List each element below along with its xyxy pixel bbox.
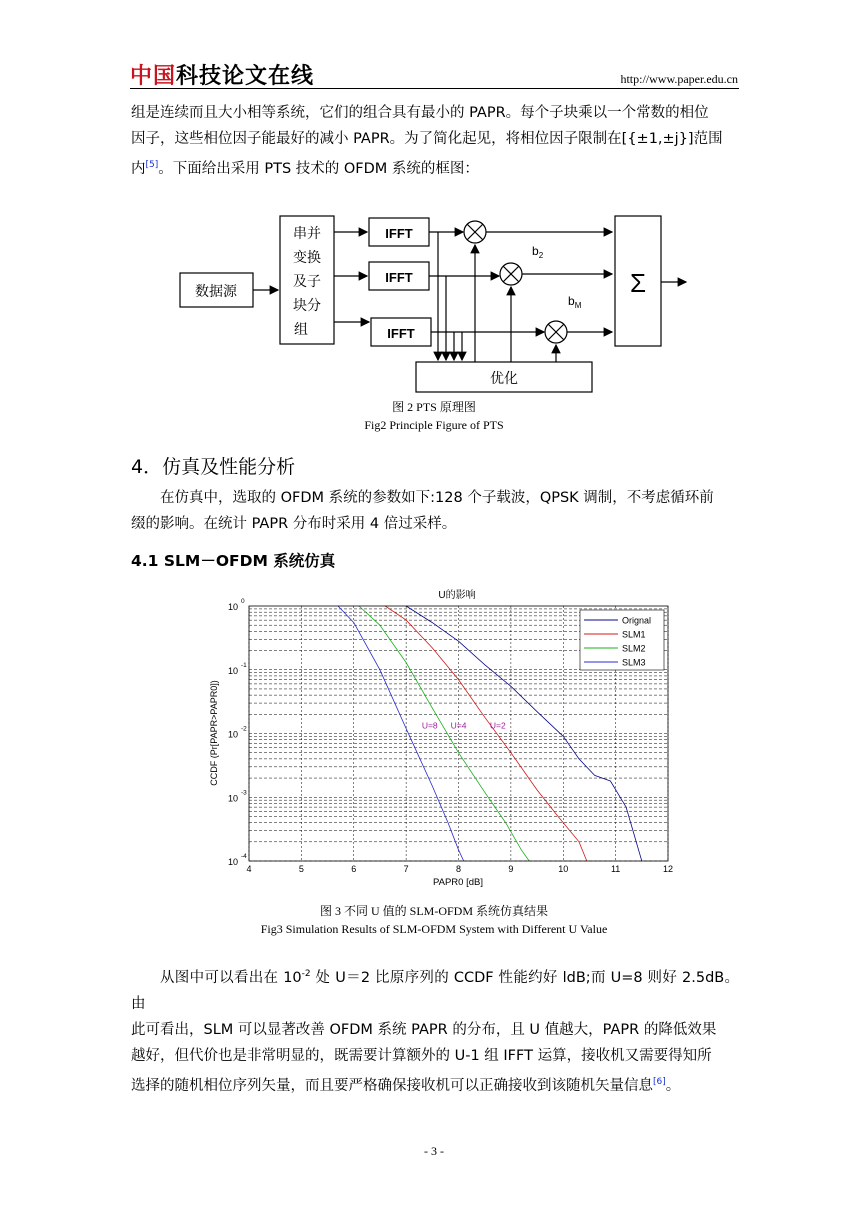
section-4-line-1: 在仿真中，选取的 OFDM 系统的参数如下:128 个子载波，QPSK 调制，不考虑循环前 — [160, 490, 714, 506]
y-tick-label: 10 — [227, 665, 239, 676]
x-axis-label: PAPR0 [dB] — [433, 877, 483, 888]
conclusion-line-1: 从图中可以看出在 $10^{-2}$ 处 U＝2 比原序列的 CCDF 性能约好 ldB;而 U=8 则好 2.5dB。由 — [131, 969, 740, 1012]
sp-label-5: 组 — [294, 321, 308, 337]
legend-label: Orignal — [622, 615, 652, 626]
fig3-caption-en: Fig3 Simulation Results of SLM-OFDM System with Different U Value — [260, 922, 608, 936]
y-tick-label: 10 — [227, 729, 239, 740]
conclusion-line-2: 此可看出，SLM 可以显著改善 OFDM 系统 PAPR 的分布，且 U 值越大，PAPR 的降低效果 — [131, 1021, 717, 1038]
intro-line-1: 组是连续而且大小相等系统，它们的组合具有最小的 PAPR。每个子块乘以一个常数的相位 — [131, 105, 709, 121]
fig3-caption-cn: 图 3 不同 U 值的 SLM-OFDM 系统仿真结果 — [319, 904, 548, 918]
reference-5[interactable]: [5] — [145, 160, 159, 170]
intro-paragraph — [131, 100, 739, 182]
sp-label-1: 串并 — [293, 225, 321, 241]
header-rule — [130, 88, 739, 89]
x-tick-label: 5 — [298, 864, 304, 874]
y-tick-label: 10 — [227, 602, 239, 612]
multiplier-2 — [500, 263, 522, 285]
pts-block-diagram — [170, 208, 700, 398]
data-source-label: 数据源 — [195, 283, 237, 299]
y-tick-exponent: -2 — [241, 725, 247, 733]
optimize-label: 优化 — [490, 370, 518, 386]
legend-label: SLM2 — [622, 643, 646, 654]
annotation-label: U=2 — [489, 720, 506, 731]
sigma-symbol: Σ — [629, 268, 647, 298]
y-axis-label: CCDF (Pr[PAPR>PAPR0]) — [209, 680, 219, 786]
intro-line-3: 内[5]。下面给出采用 PTS 技术的 OFDM 系统的框图： — [131, 160, 479, 177]
conclusion-paragraph — [131, 961, 739, 1099]
ifft-label-1: IFFT — [385, 226, 413, 241]
y-tick-label: 10 — [227, 793, 239, 804]
fig2-caption-cn: 图 2 PTS 原理图 — [392, 400, 476, 414]
x-tick-label: 7 — [403, 864, 409, 874]
sp-label-3: 及子 — [293, 273, 321, 289]
header-url[interactable]: http://www.paper.edu.cn — [620, 72, 738, 86]
site-logo: 中国科技论文在线 — [130, 64, 315, 89]
ifft-label-2: IFFT — [385, 270, 413, 285]
legend-label: SLM1 — [622, 629, 646, 640]
y-tick-exponent: -3 — [241, 789, 247, 797]
x-tick-label: 4 — [246, 864, 252, 874]
x-tick-label: 11 — [610, 864, 621, 874]
b2-label: $b_2$ — [532, 244, 544, 260]
legend-label: SLM3 — [622, 657, 646, 668]
ccdf-chart — [200, 582, 685, 892]
y-tick-exponent: 0 — [241, 598, 245, 605]
x-tick-label: 8 — [455, 864, 462, 874]
reference-6[interactable]: [6] — [653, 1076, 666, 1087]
y-tick-exponent: -4 — [241, 853, 247, 860]
fig2-caption-en: Fig2 Principle Figure of PTS — [364, 418, 504, 432]
multiplier-3 — [545, 321, 567, 343]
ifft-label-3: IFFT — [387, 326, 415, 341]
intro-line-2: 因子，这些相位因子能最好的减小 PAPR。为了简化起见，将相位因子限制在[{±1,±j}]范围 — [131, 131, 723, 147]
bM-label: $b_M$ — [568, 294, 582, 310]
section-4-1-title: 4.1 SLM－OFDM 系统仿真 — [131, 552, 336, 570]
conclusion-line-3: 越好，但代价也是非常明显的，既需要计算额外的 U-1 组 IFFT 运算，接收机又需要得知所 — [131, 1047, 712, 1064]
sp-label-2: 变换 — [293, 249, 321, 265]
y-tick-label: 10 — [227, 857, 239, 867]
x-tick-label: 10 — [558, 864, 569, 874]
annotation-label: U=4 — [450, 720, 467, 731]
y-tick-exponent: -1 — [241, 661, 247, 669]
section-4-title: 4．仿真及性能分析 — [131, 456, 296, 478]
section-4-line-2: 缀的影响。在统计 PAPR 分布时采用 4 倍过采样。 — [131, 516, 457, 532]
multiplier-1 — [464, 221, 486, 243]
x-tick-label: 12 — [662, 864, 674, 874]
page-number: - 3 - — [424, 1144, 444, 1158]
sp-label-4: 块分 — [293, 297, 321, 313]
conclusion-line-4: 选择的随机相位序列矢量，而且要严格确保接收机可以正确接收到该随机矢量信息[6]。 — [131, 1076, 681, 1094]
x-tick-label: 9 — [508, 864, 514, 874]
section-4-paragraph — [131, 485, 739, 537]
annotation-label: U=8 — [421, 720, 438, 731]
chart-title: U的影响 — [438, 590, 476, 601]
x-tick-label: 6 — [351, 864, 357, 874]
